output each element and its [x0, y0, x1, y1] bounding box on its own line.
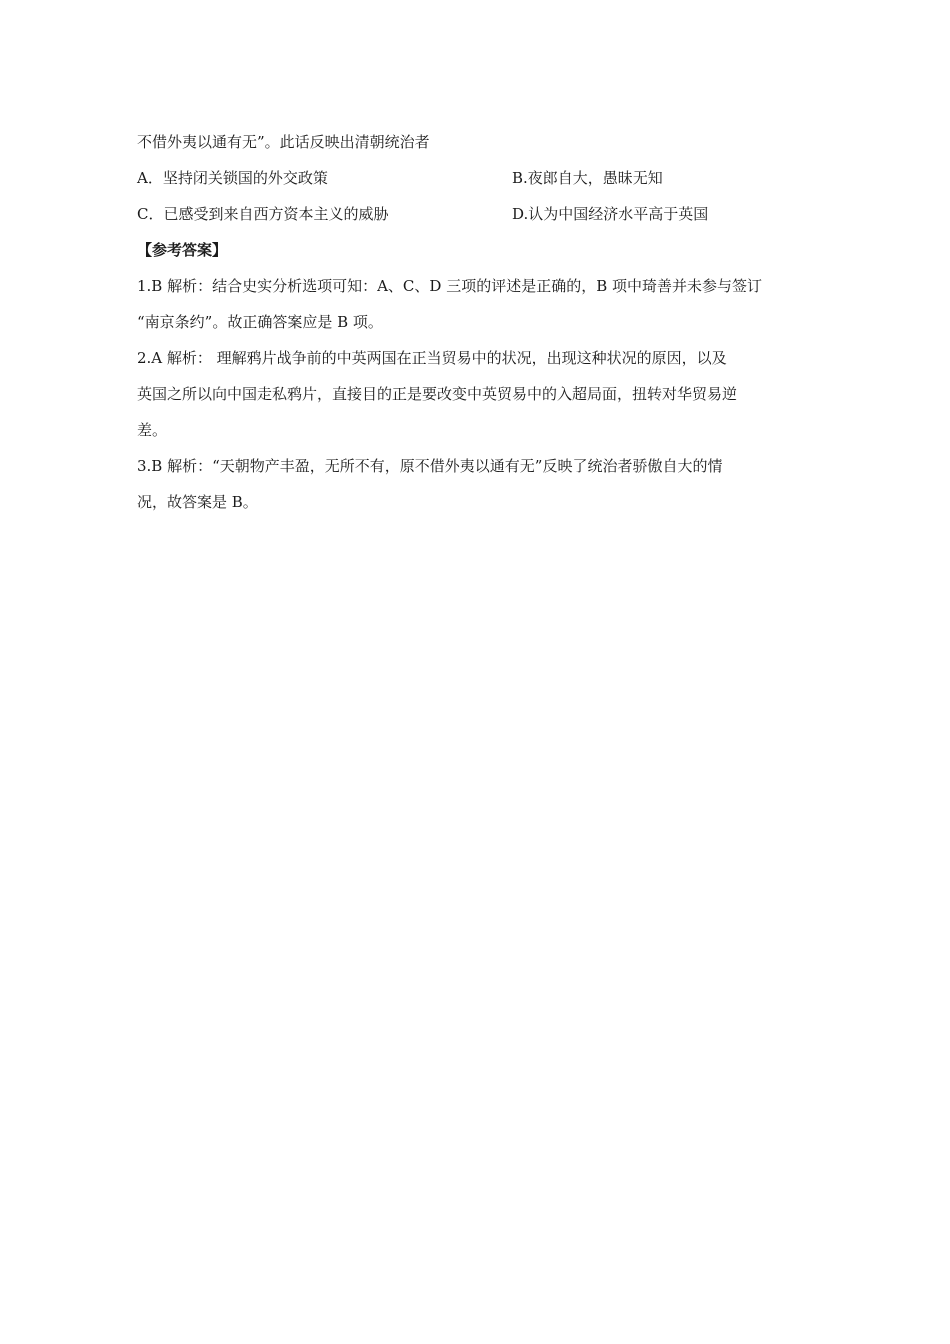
answer-1-line-2: “南京条约”。故正确答案应是 B 项。 — [137, 313, 383, 331]
answer-item-2 — [137, 340, 817, 448]
option-a: A．坚持闭关锁国的外交政策 — [137, 169, 328, 187]
answers-heading: 【参考答案】 — [137, 241, 228, 259]
options-row-1 — [137, 160, 817, 196]
answer-item-3 — [137, 448, 817, 520]
document-content — [137, 124, 817, 520]
answer-2-line-3: 差。 — [137, 421, 168, 439]
option-c: C．已感受到来自西方资本主义的威胁 — [137, 205, 389, 223]
option-d: D.认为中国经济水平高于英国 — [512, 205, 709, 223]
answer-item-1 — [137, 268, 817, 340]
answer-3-line-2: 况，故答案是 B。 — [137, 493, 258, 511]
answer-1-line-1: 1.B 解析：结合史实分析选项可知：A、C、D 三项的评述是正确的，B 项中琦善并未参与签订 — [137, 277, 763, 295]
answer-3-line-1: 3.B 解析：“天朝物产丰盈，无所不有，原不借外夷以通有无”反映了统治者骄傲自大的情 — [137, 457, 723, 475]
answer-2-line-1: 2.A 解析： 理解鸦片战争前的中英两国在正当贸易中的状况，出现这种状况的原因，以及 — [137, 349, 727, 367]
option-b: B.夜郎自大，愚昧无知 — [512, 169, 663, 187]
answer-2-line-2: 英国之所以向中国走私鸦片，直接目的正是要改变中英贸易中的入超局面，扭转对华贸易逆 — [137, 385, 738, 403]
question-stem: 不借外夷以通有无”。此话反映出清朝统治者 — [137, 133, 430, 151]
options-row-2 — [137, 196, 817, 232]
